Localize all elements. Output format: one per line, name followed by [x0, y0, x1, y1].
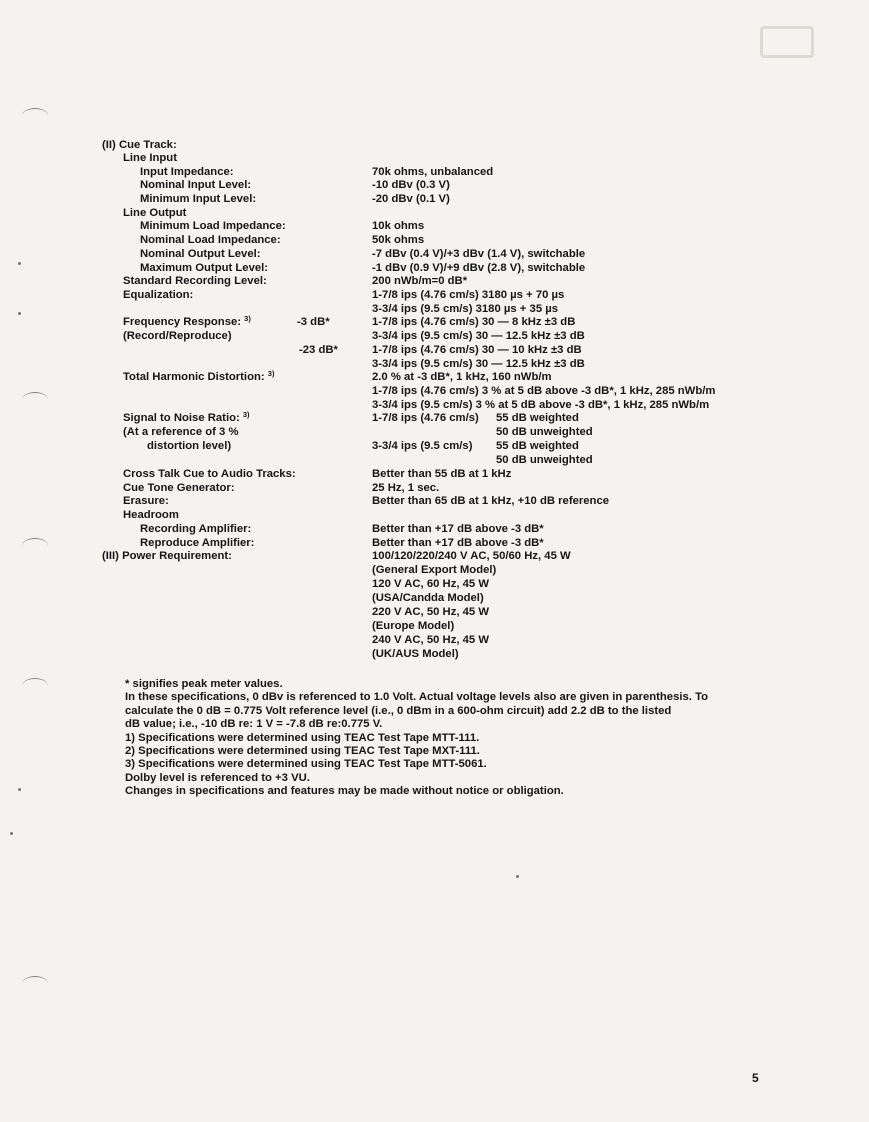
- reproduce-amplifier-value: Better than +17 dB above -3 dB*: [372, 537, 544, 549]
- power-model: (UK/AUS Model): [372, 648, 459, 660]
- snr-sublabel: (At a reference of 3 %: [123, 426, 239, 438]
- thd-label: Total Harmonic Distortion: $^{3)}$: [123, 369, 275, 383]
- footnote-line: 3) Specifications were determined using TEAC Test Tape MTT-5061.: [125, 758, 487, 771]
- maximum-output-level-value: -1 dBv (0.9 V)/+9 dBv (2.8 V), switchable: [372, 262, 586, 274]
- equalization-value: 3-3/4 ips (9.5 cm/s) 3180 µs + 35 µs: [372, 303, 559, 315]
- snr-label: Signal to Noise Ratio: $^{3)}$: [123, 410, 250, 424]
- footnote-line: * signifies peak meter values.: [125, 678, 283, 690]
- input-impedance-value: 70k ohms, unbalanced: [372, 166, 494, 178]
- footnote-line: 1) Specifications were determined using TEAC Test Tape MTT-111.: [125, 731, 480, 744]
- frequency-response-value: 1-7/8 ips (4.76 cm/s) 30 — 8 kHz ±3 dB: [372, 316, 576, 328]
- nominal-input-level-value: -10 dBv (0.3 V): [372, 179, 450, 191]
- power-value: 100/120/220/240 V AC, 50/60 Hz, 45 W: [372, 550, 571, 562]
- recording-amplifier-value: Better than +17 dB above -3 dB*: [372, 523, 544, 535]
- snr-weighted: 55 dB weighted: [496, 412, 579, 424]
- reproduce-amplifier-label: Reproduce Amplifier:: [140, 537, 255, 549]
- speck: [10, 832, 13, 835]
- frequency-response-label: Frequency Response: $^{3)}$: [123, 314, 251, 328]
- hole-mark: [22, 678, 48, 693]
- page-number: 5: [752, 1071, 759, 1085]
- footnote-line: dB value; i.e., -10 dB re: 1 V = -7.8 dB re:0.775 V.: [125, 718, 383, 731]
- speck: [18, 788, 21, 791]
- cue-track-heading: (II) Cue Track:: [102, 139, 177, 151]
- minimum-load-impedance-label: Minimum Load Impedance:: [140, 220, 286, 232]
- frequency-response-value: 1-7/8 ips (4.76 cm/s) 30 — 10 kHz ±3 dB: [372, 344, 582, 356]
- frequency-response-sublabel: (Record/Reproduce): [123, 330, 232, 342]
- thd-value: 3-3/4 ips (9.5 cm/s) 3 % at 5 dB above -3 dB*, 1 kHz, 285 nWb/m: [372, 399, 710, 411]
- nominal-output-level-label: Nominal Output Level:: [140, 248, 261, 260]
- power-requirement-label: (III) Power Requirement:: [102, 550, 232, 562]
- footnote-line: Dolby level is referenced to +3 VU.: [125, 771, 310, 784]
- minimum-input-level-label: Minimum Input Level:: [140, 193, 257, 205]
- frequency-response-value: 3-3/4 ips (9.5 cm/s) 30 — 12.5 kHz ±3 dB: [372, 358, 585, 370]
- line-input-heading: Line Input: [123, 152, 177, 164]
- footnote-line: Changes in specifications and features may be made without notice or obligation.: [125, 785, 564, 798]
- nominal-load-impedance-value: 50k ohms: [372, 234, 425, 246]
- standard-recording-level-label: Standard Recording Level:: [123, 275, 267, 287]
- thd-value: 1-7/8 ips (4.76 cm/s) 3 % at 5 dB above -3 dB*, 1 kHz, 285 nWb/m: [372, 385, 716, 397]
- snr-weighted: 55 dB weighted: [496, 440, 579, 452]
- equalization-label: Equalization:: [123, 289, 194, 301]
- footnotes: [125, 678, 708, 799]
- recording-amplifier-label: Recording Amplifier:: [140, 523, 252, 535]
- cue-tone-label: Cue Tone Generator:: [123, 482, 235, 494]
- footnote-line: In these specifications, 0 dBv is referenced to 1.0 Volt. Actual voltage levels also are given in parenthesis. To: [125, 691, 709, 704]
- frequency-response-23db-tag: -23 dB*: [299, 344, 338, 356]
- snr-speed: 1-7/8 ips (4.76 cm/s): [372, 412, 479, 424]
- frequency-response-3db-tag: -3 dB*: [297, 316, 330, 328]
- minimum-load-impedance-value: 10k ohms: [372, 220, 425, 232]
- snr-unweighted: 50 dB unweighted: [496, 454, 593, 466]
- headroom-heading: Headroom: [123, 509, 179, 521]
- power-value: 120 V AC, 60 Hz, 45 W: [372, 578, 489, 590]
- footnote-line: 2) Specifications were determined using TEAC Test Tape MXT-111.: [125, 745, 480, 758]
- cross-talk-value: Better than 55 dB at 1 kHz: [372, 468, 512, 480]
- power-value: 240 V AC, 50 Hz, 45 W: [372, 634, 489, 646]
- input-impedance-label: Input Impedance:: [140, 166, 234, 178]
- speck: [516, 875, 519, 878]
- power-model: (General Export Model): [372, 564, 497, 576]
- nominal-input-level-label: Nominal Input Level:: [140, 179, 252, 191]
- power-value: 220 V AC, 50 Hz, 45 W: [372, 606, 489, 618]
- erasure-value: Better than 65 dB at 1 kHz, +10 dB reference: [372, 495, 610, 507]
- frequency-response-value: 3-3/4 ips (9.5 cm/s) 30 — 12.5 kHz ±3 dB: [372, 330, 585, 342]
- snr-speed: 3-3/4 ips (9.5 cm/s): [372, 440, 473, 452]
- line-output-heading: Line Output: [123, 207, 187, 219]
- cue-tone-value: 25 Hz, 1 sec.: [372, 482, 440, 494]
- erasure-label: Erasure:: [123, 495, 169, 507]
- snr-unweighted: 50 dB unweighted: [496, 426, 593, 438]
- equalization-value: 1-7/8 ips (4.76 cm/s) 3180 µs + 70 µs: [372, 289, 565, 301]
- cross-talk-label: Cross Talk Cue to Audio Tracks:: [123, 468, 296, 480]
- minimum-input-level-value: -20 dBv (0.1 V): [372, 193, 450, 205]
- nominal-load-impedance-label: Nominal Load Impedance:: [140, 234, 281, 246]
- footnote-line: calculate the 0 dB = 0.775 Volt reference level (i.e., 0 dBm in a 600-ohm circuit) add 2.2 dB to the listed: [125, 704, 672, 717]
- standard-recording-level-value: 200 nWb/m=0 dB*: [372, 275, 468, 287]
- maximum-output-level-label: Maximum Output Level:: [140, 262, 269, 274]
- hole-mark: [22, 976, 48, 991]
- nominal-output-level-value: -7 dBv (0.4 V)/+3 dBv (1.4 V), switchable: [372, 248, 586, 260]
- power-model: (Europe Model): [372, 620, 455, 632]
- power-model: (USA/Candda Model): [372, 592, 484, 604]
- thd-value: 2.0 % at -3 dB*, 1 kHz, 160 nWb/m: [372, 371, 552, 383]
- snr-sublabel: distortion level): [147, 440, 232, 452]
